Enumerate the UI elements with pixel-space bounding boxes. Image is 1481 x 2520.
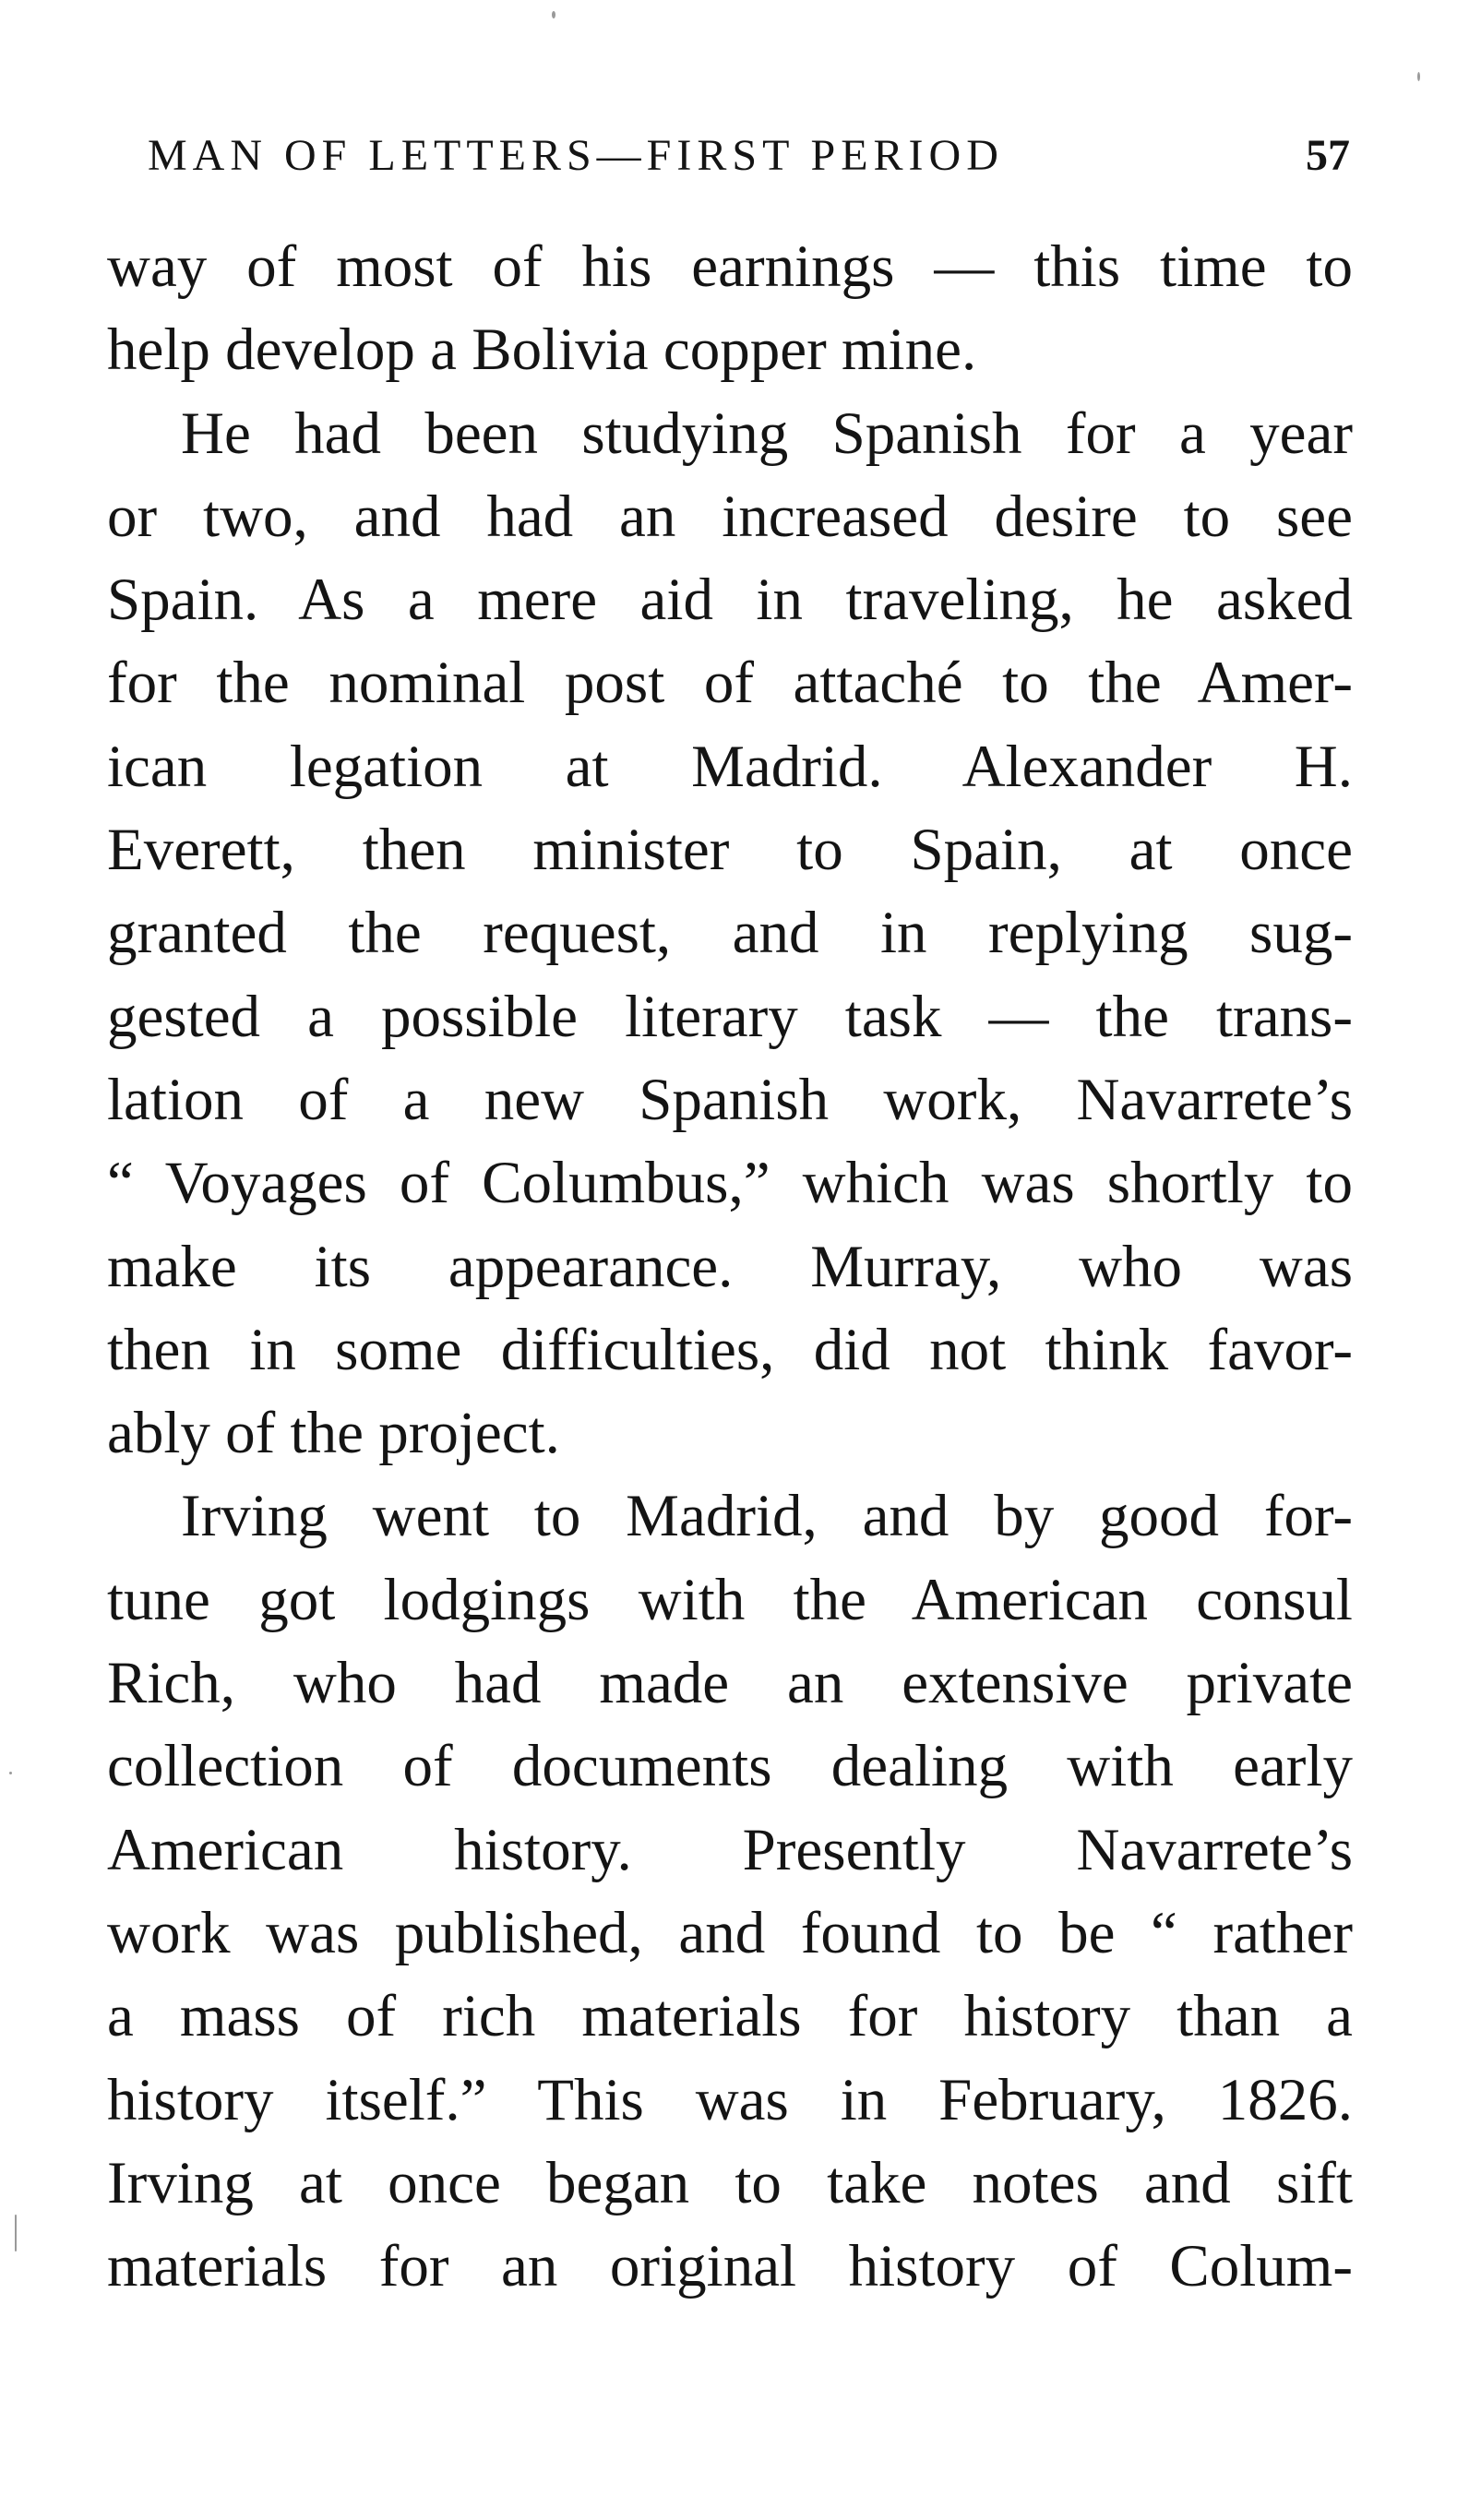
- text-line: Irving at once began to take notes and sift: [107, 2149, 1353, 2216]
- text-line: Irving went to Madrid, and by good for-: [181, 1483, 1353, 1550]
- text-line: Rich, who had made an extensive private: [107, 1650, 1353, 1717]
- paragraph-1: [107, 225, 1353, 392]
- scan-speck: [552, 11, 555, 18]
- scan-speck: [15, 2215, 17, 2251]
- text-line: help develop a Bolivia copper mine.: [107, 316, 977, 384]
- text-line: Everett, then minister to Spain, at once: [107, 817, 1353, 884]
- text-line: granted the request, and in replying sug-: [107, 900, 1353, 967]
- body-text: [107, 225, 1353, 2308]
- text-line: history itself.” This was in February, 1826.: [107, 2066, 1353, 2133]
- text-line: gested a possible literary task — the trans-: [107, 983, 1353, 1050]
- text-line: American history. Presently Navarrete’s: [107, 1816, 1353, 1883]
- page-number: 57: [1306, 131, 1350, 180]
- text-line: way of most of his earnings — this time to: [107, 233, 1353, 300]
- paragraph-3: [107, 1475, 1353, 2308]
- scan-speck: [1417, 72, 1420, 81]
- paragraph-2: [107, 392, 1353, 1475]
- text-line: ably of the project.: [107, 1400, 560, 1467]
- text-line: work was published, and found to be “ rather: [107, 1899, 1353, 1966]
- text-line: lation of a new Spanish work, Navarrete’s: [107, 1066, 1353, 1133]
- running-title: MAN OF LETTERS—FIRST PERIOD: [148, 131, 1004, 180]
- text-line: He had been studying Spanish for a year: [181, 400, 1353, 467]
- text-line: a mass of rich materials for history than a: [107, 1983, 1353, 2050]
- text-line: make its appearance. Murray, who was: [107, 1233, 1353, 1300]
- text-line: for the nominal post of attaché to the Amer-: [107, 650, 1353, 717]
- text-line: collection of documents dealing with early: [107, 1733, 1353, 1800]
- text-line: “ Voyages of Columbus,” which was shortly to: [107, 1150, 1353, 1217]
- scan-speck: [9, 1772, 12, 1774]
- text-line: Spain. As a mere aid in traveling, he asked: [107, 567, 1353, 634]
- running-head: [148, 124, 1350, 188]
- text-line: or two, and had an increased desire to see: [107, 483, 1353, 550]
- text-line: tune got lodgings with the American consul: [107, 1566, 1353, 1633]
- text-line: ican legation at Madrid. Alexander H.: [107, 733, 1353, 800]
- text-line: materials for an original history of Colum-: [107, 2233, 1353, 2300]
- text-line: then in some difficulties, did not think favor-: [107, 1316, 1353, 1383]
